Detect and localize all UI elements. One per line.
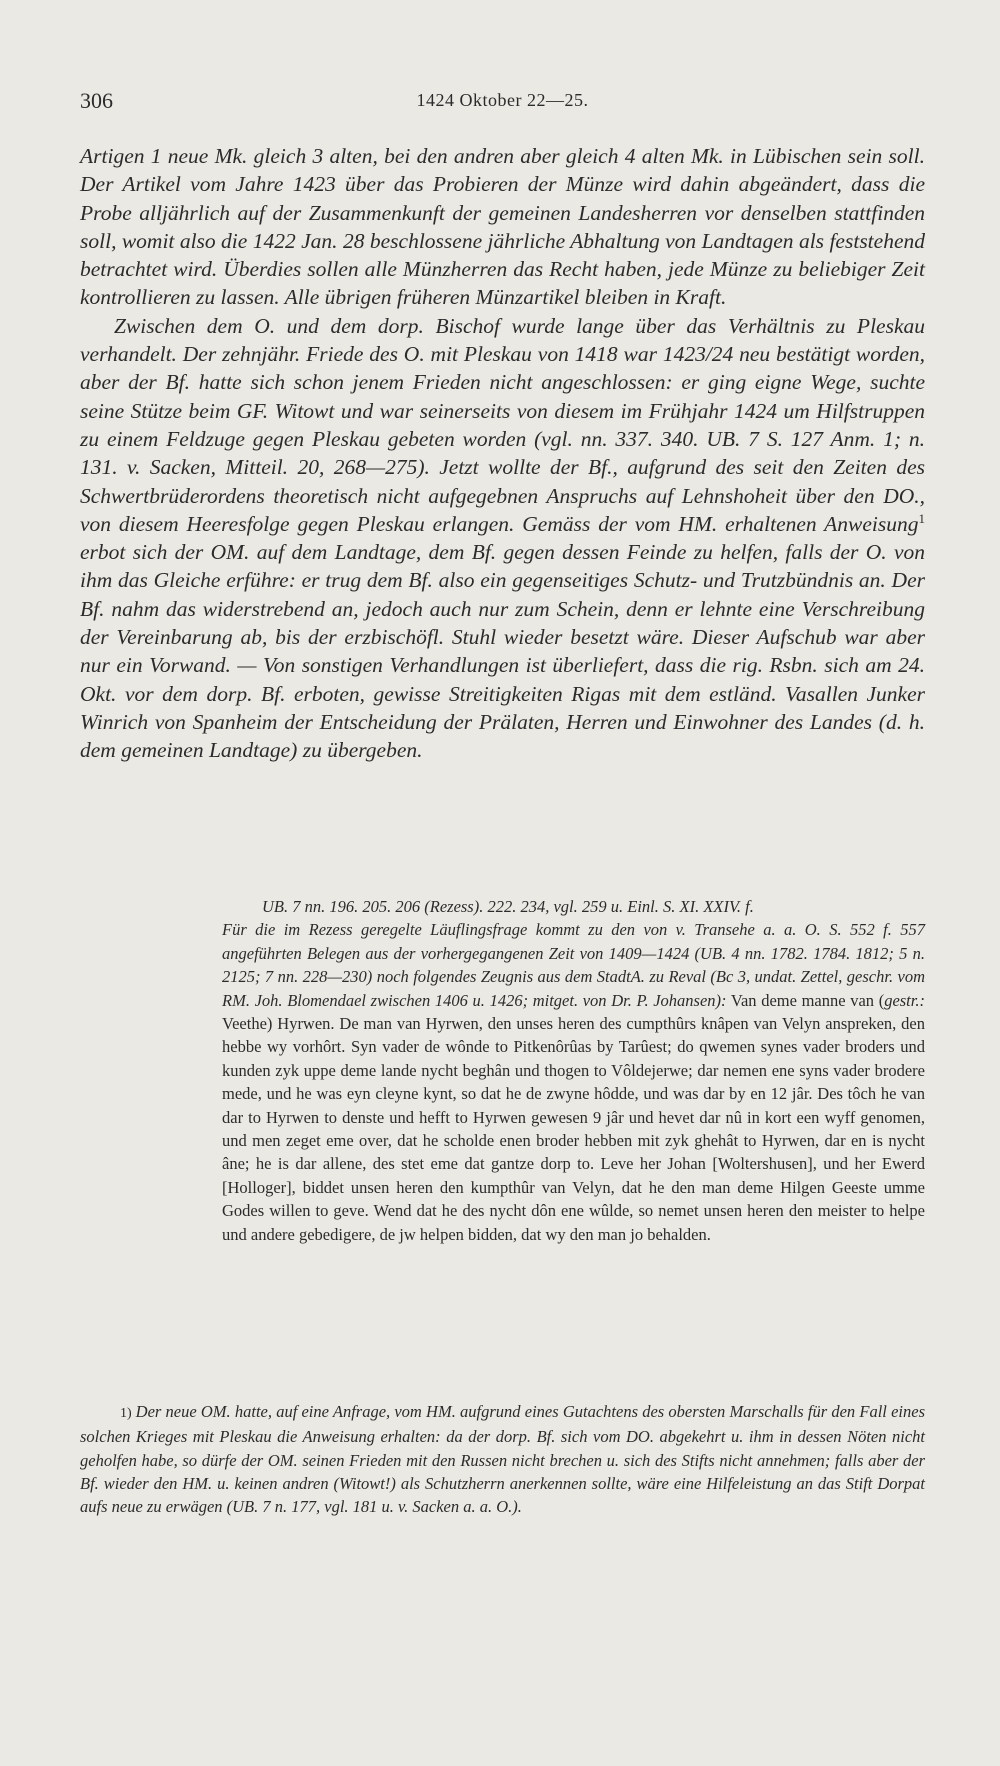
references-line: UB. 7 nn. 196. 205. 206 (Rezess). 222. 234, vgl. 259 u. Einl. S. XI. XXIV. f. bbox=[262, 897, 754, 916]
paragraph: Artigen 1 neue Mk. gleich 3 alten, bei den andren aber gleich 4 alten Mk. in Lübischen sein soll. Der Artikel vom Jahre 1423 über das Probieren der Münze wird dahin abgeändert, dass die Probe alljährlich auf der Zusammenkunft der gemeinen Landesherren vor denselben stattfinden soll, womit also die 1422 Jan. 28 beschlossene jährliche Abhaltung von Landtagen als feststehend betrachtet wird. Überdies sollen alle Münzherren das Recht haben, jede Münze zu beliebiger Zeit kontrollieren zu lassen. Alle übrigen früheren Münzartikel bleiben in Kraft. bbox=[80, 144, 925, 310]
quote-start: Van deme manne van ( bbox=[730, 990, 885, 1010]
paragraph-text: Zwischen dem O. und dem dorp. Bischof wurde lange über das Verhältnis zu Pleskau verhandelt. Der zehnjähr. Friede des O. mit Pleskau von 1418 war 1423/24 neu bestätigt worden, aber der Bf. hatte sich schon jenem Frieden nicht angeschlossen: er ging eigne Wege, suchte seine Stütze beim GF. Witowt und war seinerseits von diesem im Frühjahr 1424 um Hilfstruppen zu einem Feldzuge gegen Pleskau gebeten worden (vgl. nn. 337. 340. UB. 7 S. 127 Anm. 1; n. 131. v. Sacken, Mitteil. 20, 268—275). Jetzt wollte der Bf., aufgrund des seit den Zeiten des Schwertbrüderordens theoretisch nicht aufgegebnen Anspruchs auf Lehnshoheit über den DO., von diesem Heeresfolge gegen Pleskau erlangen. Gemäss der vom HM. erhaltenen Anweisung bbox=[80, 313, 925, 536]
footnote-text: Der neue OM. hatte, auf eine Anfrage, vom HM. aufgrund eines Gutachtens des obersten Marschalls für den Fall eines solchen Krieges mit Pleskau die Anweisung erhalten: da der dorp. Bf. sich vom DO. abgekehrt u. ihm in dessen Nöten nicht geholfen habe, so dürfe der OM. seinen Frieden mit den Russen nicht brechen u. sich des Stifts nicht annehmen; falls aber der Bf. wieder den HM. u. keinen andren (Witowt!) als Schutzherrn anerkennen sollte, wäre eine Hilfeleistung an das Stift Dorpat aufs neue zu erwägen (UB. 7 n. 177, vgl. 181 u. v. Sacken a. a. O.). bbox=[80, 1402, 925, 1517]
page-header bbox=[80, 88, 925, 122]
note-paragraph bbox=[222, 918, 925, 1246]
footnote-paragraph bbox=[80, 1400, 925, 1518]
page-number: 306 bbox=[80, 88, 113, 113]
paragraph bbox=[80, 312, 925, 765]
quoted-source bbox=[222, 991, 925, 1244]
footnote bbox=[80, 1400, 925, 1518]
footnote-reference: 1 bbox=[918, 510, 925, 526]
quote-text: Veethe) Hyrwen. De man van Hyrwen, den unses heren des cumpthûrs knâpen van Velyn ansprеken, den hebbe wy vorhôrt. Syn vader de wônde to Pitkenôrûas by Tarûest; do qwemen synes vader broders und kunden zyk uppe deme lande nycht beghân und thogen to Vôldejerwe; dar nemen ene syns vader brodere mede, und he was eyn cleyne kynt, so dat he de zwyne hôdde, und was dar by en 12 jâr. Des tôch he van dar to Hyrwen to denste und hefft to Hyrwen gewesen 9 jâr und hevet dar nû in kort een wyff genomen, und men zeget eme over, dat he scholde enen broder hebben mit zyk ghehât to Hyrwen, dar en is nycht âne; he is dar allene, des stet eme dat gantze dorp to. Leve her Johan [Woltershusen], und her Ewerd [Holloger], biddet unsen heren den kumpthûr van Velyn, dat he den man deme Hilgen Geeste umme Godes willen to geve. Wend dat he des nycht dôn ene wûlde, so nemet unsen heren den meister to helpe und andere gebedigere, de jw helpen bidden, dat wy den man jo behalden. bbox=[222, 1014, 925, 1244]
main-text bbox=[80, 142, 925, 765]
quote-annotation: gestr.: bbox=[884, 990, 925, 1010]
paragraph-text: erbot sich der OM. auf dem Landtage, dem Bf. gegen dessen Feinde zu helfen, falls der O. von ihm das Gleiche erführe: er trug dem Bf. also ein gegenseitiges Schutz- und Trutzbündnis an. Der Bf. nahm das widerstrebend an, jedoch auch nur zum Schein, denn er lehnte eine Verschreibung der Vereinbarung ab, bis der erzbischöfl. Stuhl wieder besetzt wäre. Dieser Aufschub war aber nur ein Vorwand. — Von sonstigen Verhandlungen ist überliefert, dass die rig. Rsbn. sich am 24. Okt. vor dem dorp. Bf. erboten, gewisse Streitigkeiten Rigas mit dem estländ. Vasallen Junker Winrich von Spanheim der Entscheidung der Prälaten, Herren und Einwohner des Landes (d. h. dem gemeinen Landtage) zu übergeben. bbox=[80, 540, 925, 763]
note-intro: Für die im Rezess geregelte Läuflingsfrage kommt zu den von v. Transehe a. a. O. S. 552 f. 557 angeführten Belegen aus der vorhergegangenen Zeit von 1409—1424 (UB. 4 nn. 1782. 1784. 1812; 5 n. 2125; 7 nn. 228—230) noch folgendes Zeugnis aus dem StadtA. zu Reval (Bc 3, undat. Zettel, geschr. vom RM. Joh. Blomendael zwischen 1406 u. 1426; mitget. von Dr. P. Johansen): bbox=[222, 920, 925, 1010]
running-head: 1424 Oktober 22—25. bbox=[416, 90, 589, 110]
source-notes bbox=[222, 895, 925, 1246]
footnote-mark: 1) bbox=[120, 1406, 132, 1421]
